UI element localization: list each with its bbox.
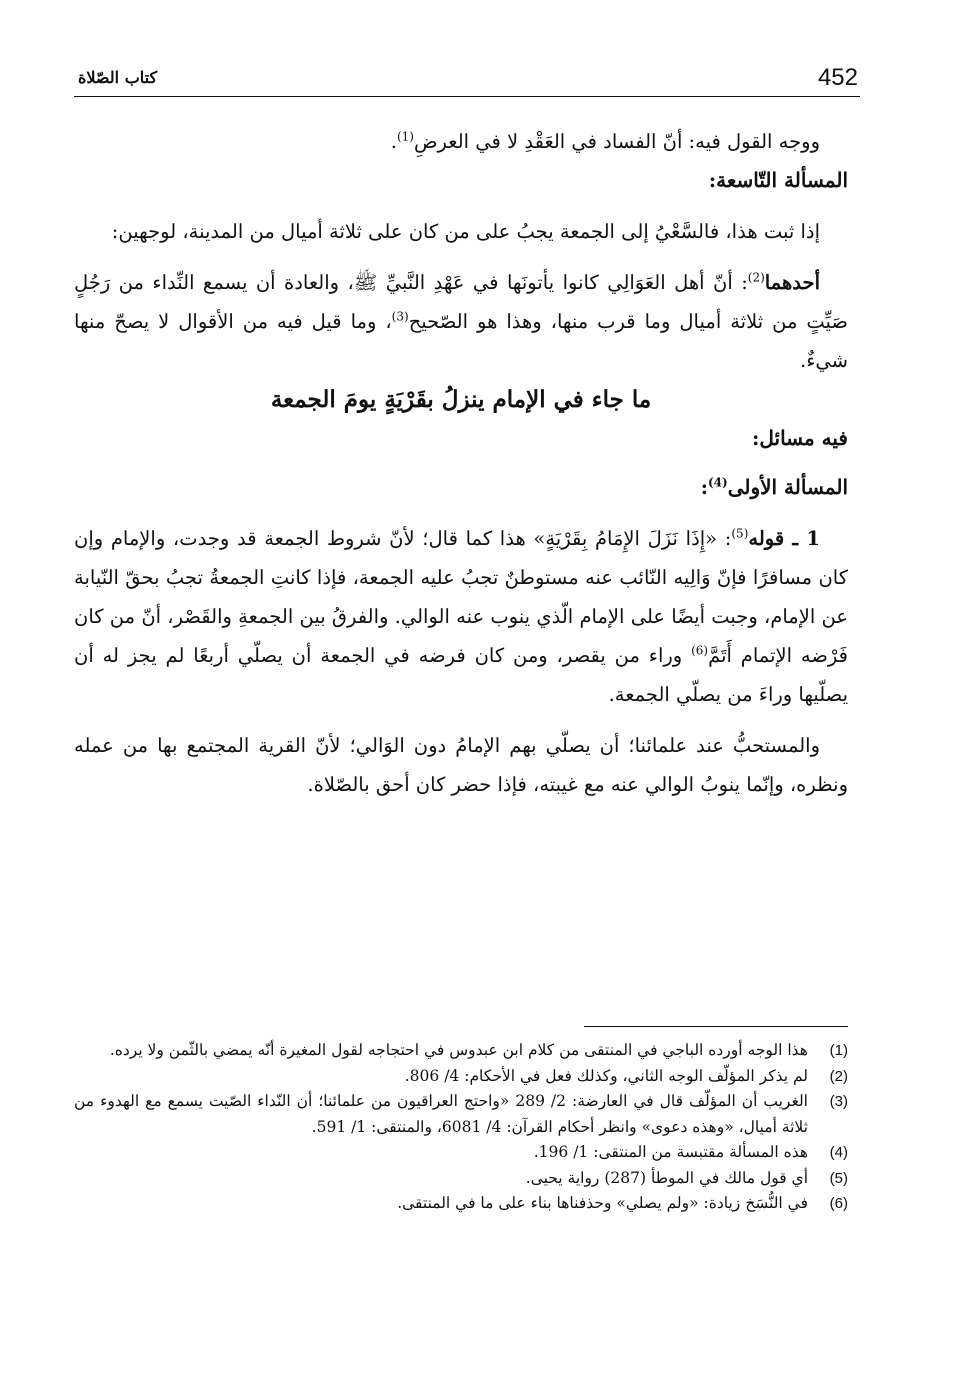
footnote-text: في النُّسَخ زيادة: «ولم يصلي» وحذفناها بناء على ما في المنتقى. (397, 1194, 808, 1212)
paragraph-1-text: ووجه القول فيه: أنّ الفساد في العَقْدِ لا في العرضِ (413, 130, 820, 153)
paragraph-1-end: . (390, 130, 397, 153)
footnote-ref-4: (4) (707, 475, 728, 490)
paragraph-1 (74, 122, 848, 161)
footnote-divider (584, 1026, 848, 1027)
footnote-item (74, 1089, 848, 1140)
page-number: 452 (817, 64, 858, 91)
footnote-ref-1: (1) (396, 129, 414, 144)
main-text (74, 122, 848, 804)
paragraph-3 (74, 263, 848, 380)
paragraph-4-text-a: : «إِذَا نَزَلَ الإِمَامُ بِقَرْيَةٍ» هذا كما قال؛ لأنّ شروط الجمعة قد وجدت، والإمام وإن كان مسافرًا فإنّ وَالِيه النّائب عنه مستوطنٌ تجبُ عليه الجمعة، فإذا كانتِ الجمعةُ تجبُ بحقّ النّيابة عن الإمام، وجبت أيضًا على الإمام الّذي ينوب عنه الوالي. والفرقُ بين الجمعةِ والقَصْر، أنّ من كان فَرْضه الإتمام أَتَمَّ (74, 527, 848, 667)
paragraph-3-text-b: ، وما قيل فيه من الأقوال لا يصحّ منها شيءٌ. (74, 310, 848, 372)
heading-first-issue-text: المسألة الأولى (727, 475, 848, 499)
footnote-text: أي قول مالك في الموطأ (287) رواية يحيى. (525, 1168, 808, 1187)
page-header (74, 62, 860, 97)
footnote-text: الغريب أن المؤلّف قال في العارضة: 2/ 289 «واحتج العراقيون من علمائنا؛ أن النّداء الصّيت يسمع مع الهدوء من ثلاثة أميال، «وهذه دعوى» وانظر أحكام القرآن: 4/ 6081، والمنتقى: 1/ 591. (74, 1092, 808, 1136)
heading-first-issue (74, 468, 848, 507)
footnote-item (74, 1140, 848, 1166)
paragraph-4-text-b: وراء من يقصر، ومن كان فرضه في الجمعة أن يصلّي أربعًا لم يجز له أن يصلّيها وراءَ من يصلّي الجمعة. (74, 644, 848, 706)
footnote-number: (2) (829, 1067, 848, 1085)
footnote-text: هذا الوجه أورده الباجي في المنتقى من كلام ابن عبدوس في احتجاجه لقول المغيرة أنّه يمضي بالثّمن ولا يرده. (109, 1041, 808, 1059)
paragraph-4 (74, 519, 848, 714)
heading-issues: فيه مسائل: (751, 426, 848, 450)
heading-first-issue-end: : (700, 475, 708, 499)
footnote-ref-2: (2) (747, 270, 765, 285)
footnote-item (74, 1166, 848, 1192)
footnote-text: هذه المسألة مقتبسة من المنتقى: 1/ 196. (533, 1143, 808, 1161)
footnote-number: (6) (829, 1195, 848, 1212)
paragraph-2: إذا ثبت هذا، فالسَّعْيُ إلى الجمعة يجبُ على من كان على ثلاثة أميال من المدينة، لوجهين: (111, 220, 820, 243)
footnote-number: (1) (829, 1042, 848, 1059)
footnote-item (74, 1038, 848, 1064)
footnote-item (74, 1064, 848, 1090)
running-title: كتاب الصّلاة (78, 68, 158, 87)
footnote-ref-3: (3) (391, 309, 409, 324)
section-title: ما جاء في الإمام ينزلُ بقَرْيَةٍ يومَ الجمعة (270, 386, 652, 413)
paragraph-3-text-a: : أنّ أهل العَوَالِي كانوا يأتونَها في عَهْدِ النَّبيِّ ﷺ، والعادة أن يسمع النِّداء من رَجُلٍ صَيِّتٍ من ثلاثة أميال وما قرب منها، وهذا هو الصّحيح (74, 271, 848, 333)
footnotes (74, 1038, 848, 1217)
paragraph-5: والمستحبُّ عند علمائنا؛ أن يصلّي بهم الإمامُ دون الوَالي؛ لأنّ القرية المجتمع بها من عمله ونظره، وإنّما ينوبُ الوالي عنه مع غيبته، فإذا حضر كان أحق بالصّلاة. (74, 734, 848, 796)
footnote-number: (4) (829, 1144, 848, 1161)
footnote-text: لم يذكر المؤلّف الوجه الثاني، وكذلك فعل في الأحكام: 4/ 806. (404, 1066, 808, 1085)
footnote-number: (3) (829, 1093, 848, 1110)
heading-ninth-issue: المسألة التّاسعة: (708, 168, 848, 192)
footnote-ref-5: (5) (731, 526, 749, 541)
paragraph-4-lead: 1 ـ قوله (748, 527, 820, 550)
footnote-item (74, 1191, 848, 1217)
footnote-ref-6: (6) (691, 643, 709, 658)
footnote-number: (5) (829, 1169, 848, 1187)
paragraph-3-lead: أحدهما (764, 271, 820, 294)
